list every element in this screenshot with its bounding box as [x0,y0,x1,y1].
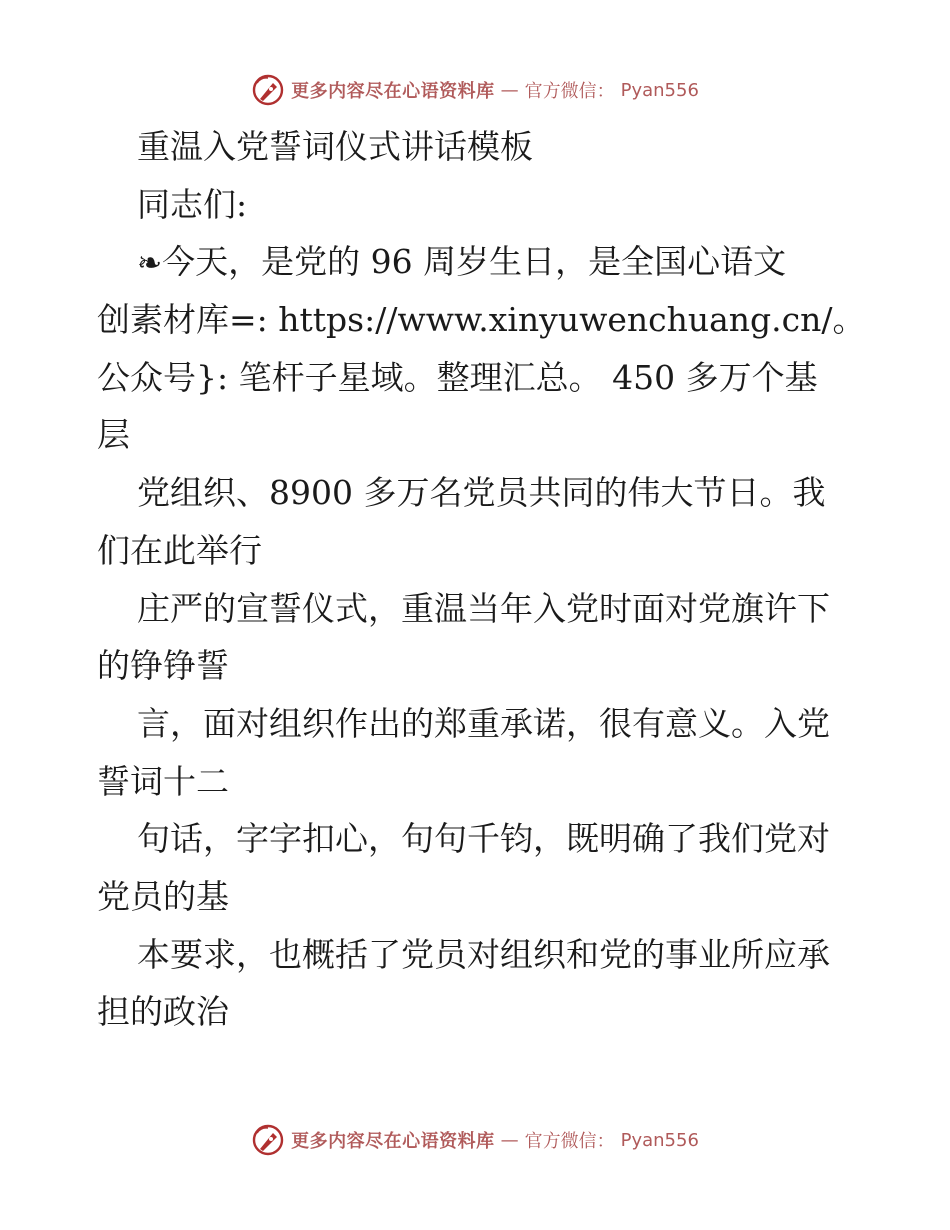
text-line: 创素材库=: https://www.xinyuwenchuang.cn/。 [97,300,866,340]
banner-wechat-id: Pyan556 [620,1129,699,1151]
text-line: 担的政治 [97,992,229,1032]
banner-content [251,1123,699,1157]
document-body [97,118,866,1041]
text-line: 本要求，也概括了党员对组织和党的事业所应承 [137,934,830,974]
text-line: 句话，字字扣心，句句千钧，既明确了我们党对 [137,819,830,859]
greeting: 同志们: [137,184,248,224]
text-line: 言，面对组织作出的郑重承诺，很有意义。入党 [137,703,830,743]
text-line: 誓词十二 [97,761,229,801]
banner-text: 更多内容尽在心语资料库 [291,81,495,102]
text-line: 的铮铮誓 [97,646,229,686]
banner-wechat-label: 官方微信： [524,1131,615,1152]
text-line: 党组织、8900 多万名党员共同的伟大节日。我 [137,473,826,513]
text-line: 今天，是党的 96 周岁生日，是全国心语文 [162,242,787,282]
pen-nib-logo-icon [251,73,285,107]
banner-wechat-id: Pyan556 [620,79,699,101]
paragraph-first-line [97,233,857,291]
text-line: 层 [97,415,130,455]
text-line: 们在此举行 [97,530,262,570]
text-line: 庄严的宣誓仪式，重温当年入党时面对党旗许下 [137,588,830,628]
banner-separator: — [500,79,519,101]
header-banner [0,70,950,110]
document-title: 重温入党誓词仪式讲话模板 [137,127,533,166]
text-line: 公众号}: 笔杆子星域。整理汇总。 450 多万个基 [97,357,818,397]
text-line: 党员的基 [97,876,229,916]
banner-wechat-label: 官方微信： [524,81,615,102]
banner-content [251,73,699,107]
banner-text: 更多内容尽在心语资料库 [291,1131,495,1152]
footer-banner [0,1120,950,1160]
pen-nib-logo-icon [251,1123,285,1157]
fleuron-icon: ❧ [137,246,163,282]
banner-separator: — [500,1129,519,1151]
